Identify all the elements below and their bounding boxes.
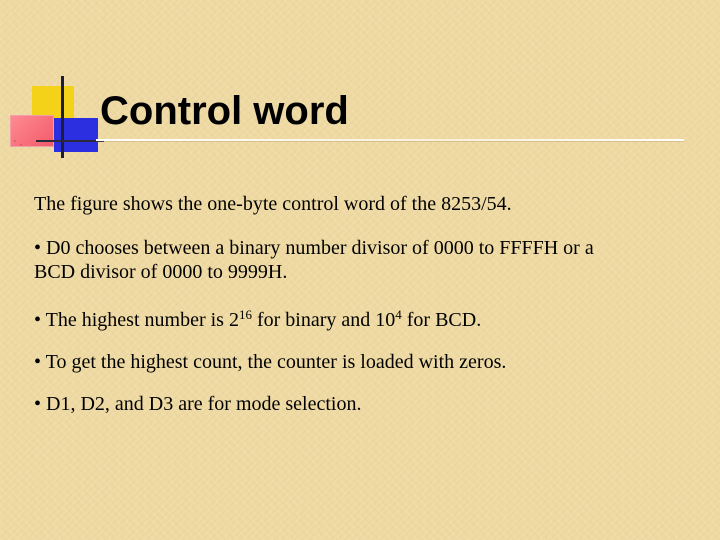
vertical-line-shape xyxy=(61,76,64,158)
bullet-text: D1, D2, and D3 are for mode selection. xyxy=(46,393,362,415)
decorative-dot xyxy=(14,140,16,142)
bullet-text: D0 chooses between a binary number divisor of 0000 to FFFFH or a BCD divisor of 0000 to 9999H. xyxy=(34,237,594,283)
decorative-dot xyxy=(20,144,22,146)
bullet-icon: • xyxy=(34,309,42,331)
exponent-binary: 16 xyxy=(238,307,252,322)
bullet-item xyxy=(34,308,634,332)
title-underline-rule xyxy=(96,139,684,141)
bullet-item xyxy=(34,392,634,416)
slide-title: Control word xyxy=(100,89,349,133)
exponent-bcd: 4 xyxy=(395,307,402,322)
bullet-item xyxy=(34,350,634,374)
bullet-text: To get the highest count, the counter is loaded with zeros. xyxy=(45,351,507,373)
bullet-item xyxy=(34,236,634,284)
bullet-icon: • xyxy=(34,393,42,415)
decorative-squares-logo xyxy=(0,0,110,170)
bullet-text-middle: for binary and 10 xyxy=(251,309,396,331)
bullet-text-start: The highest number is 2 xyxy=(45,309,239,331)
intro-paragraph: The figure shows the one-byte control word of the 8253/54. xyxy=(34,193,512,215)
horizontal-line-shape xyxy=(36,140,104,142)
bullet-icon: • xyxy=(34,351,42,373)
red-square-shape xyxy=(10,115,54,147)
bullet-text-end: for BCD. xyxy=(401,309,482,331)
bullet-icon: • xyxy=(34,237,42,259)
